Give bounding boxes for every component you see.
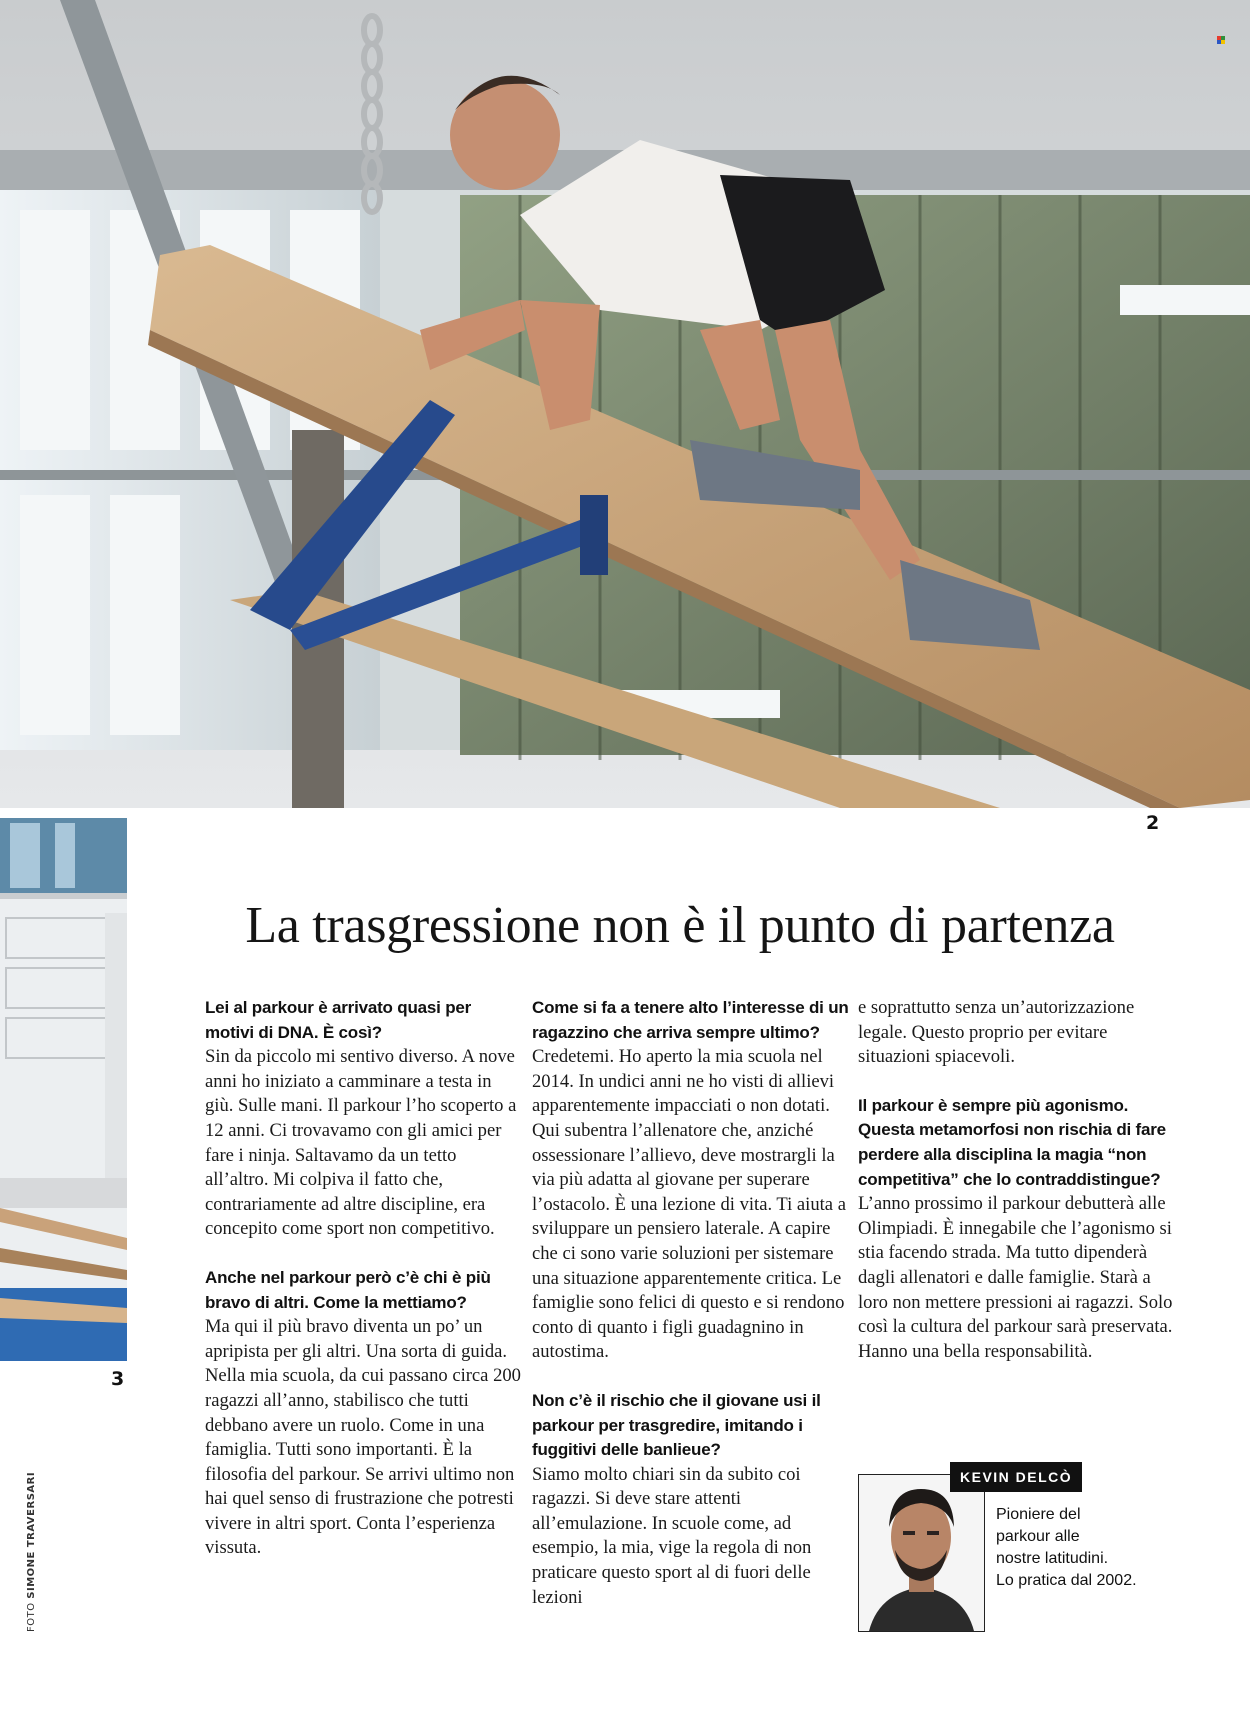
answer: L’anno prossimo il parkour debutterà alle Olimpiadi. È innegabile che l’agonismo si stia facendo strada. Ma tutto dipenderà dagli allenatori e dalle famiglie. Starà a loro non mettere pressioni ai ragazzi. Solo così la cultura del parkour sarà preservata. Hanno una bella responsabilità. (858, 1193, 1173, 1362)
hero-photo (0, 0, 1250, 808)
bio-portrait (858, 1474, 985, 1632)
answer-continued: e soprattutto senza un’autorizzazione legale. Questo proprio per evitare situazioni spiacevoli. (858, 997, 1135, 1068)
bio-box (858, 1462, 1168, 1632)
column-3 (858, 996, 1176, 1388)
column-1 (205, 996, 523, 1585)
question: Non c’è il rischio che il giovane usi il parkour per trasgredire, imitando i fuggitivi delle banlieue? (532, 1390, 821, 1460)
bio-name: KEVIN DELCÒ (950, 1462, 1082, 1492)
photo-credit-prefix: FOTO (26, 1602, 37, 1632)
headline: La trasgressione non è il punto di partenza (245, 897, 1115, 954)
inset-photo (0, 818, 127, 1361)
question: Lei al parkour è arrivato quasi per motivi di DNA. È così? (205, 998, 472, 1042)
photo-credit (26, 1471, 37, 1632)
answer: Siamo molto chiari sin da subito coi ragazzi. Si deve stare attenti all’emulazione. In scuole come, ad esempio, la mia, vige la regola di non praticare questo sport al di fuori delle lezioni (532, 1463, 812, 1608)
answer: Ma qui il più bravo diventa un po’ un apripista per gli altri. Una sorta di guida. Nella mia scuola, da cui passano circa 200 ragazzi all’anno, stabilisco che tutti debbano avere un ruolo. Come in una famiglia. Tutti sono importanti. È la filosofia del parkour. Se arrivi ultimo non hai quel senso di frustrazione che potresti vivere in altri sport. Conta l’esperienza vissuta. (205, 1316, 521, 1559)
bio-description (996, 1504, 1166, 1592)
bio-line: nostre latitudini. (996, 1550, 1109, 1567)
bio-line: Lo pratica dal 2002. (996, 1572, 1137, 1589)
question: Il parkour è sempre più agonismo. Questa metamorfosi non rischia di fare perdere alla disciplina la magia “non competitiva” che lo contraddistingue? (858, 1095, 1166, 1189)
photo-credit-name: SIMONE TRAVERSARI (26, 1471, 37, 1599)
bio-line: parkour alle (996, 1528, 1080, 1545)
answer: Credetemi. Ho aperto la mia scuola nel 2014. In undici anni ne ho visti di allievi apparentemente impacciati o non dotati. Qui subentra l’allenatore che, anziché ossessionare l’allievo, deve mostrargli la via più adatta al giovane per superare l’ostacolo. È una lezione di vita. Ti aiuta a sviluppare un pensiero laterale. A capire che ci sono varie soluzioni per sistemare una situazione apparentemente critica. Le famiglie sono felici di questo e si rendono conto di quanto i figli guadagnino in autostima. (532, 1046, 846, 1363)
question: Anche nel parkour però c’è chi è più bravo di altri. Come la mettiamo? (205, 1267, 491, 1312)
portrait-illustration (859, 1475, 984, 1631)
bio-line: Pioniere del (996, 1506, 1081, 1523)
question: Come si fa a tenere alto l’interesse di un ragazzino che arriva sempre ultimo? (532, 998, 849, 1042)
column-2 (532, 996, 850, 1634)
hero-photo-illustration (0, 0, 1250, 808)
photo-number-3: 3 (111, 1368, 125, 1390)
answer: Sin da piccolo mi sentivo diverso. A nove anni ho iniziato a camminare a testa in giù. Sulle mani. Il parkour l’ho scoperto a 12 anni. Ci trovavamo con gli amici per fare i ninja. Saltavamo da un tetto all’altro. Mi colpiva il fatto che, contrariamente ad altre discipline, era concepito come sport non competitivo. (205, 1046, 517, 1240)
color-registration-mark-icon (1217, 36, 1225, 44)
inset-photo-illustration (0, 818, 127, 1361)
photo-number-2: 2 (1146, 812, 1160, 834)
